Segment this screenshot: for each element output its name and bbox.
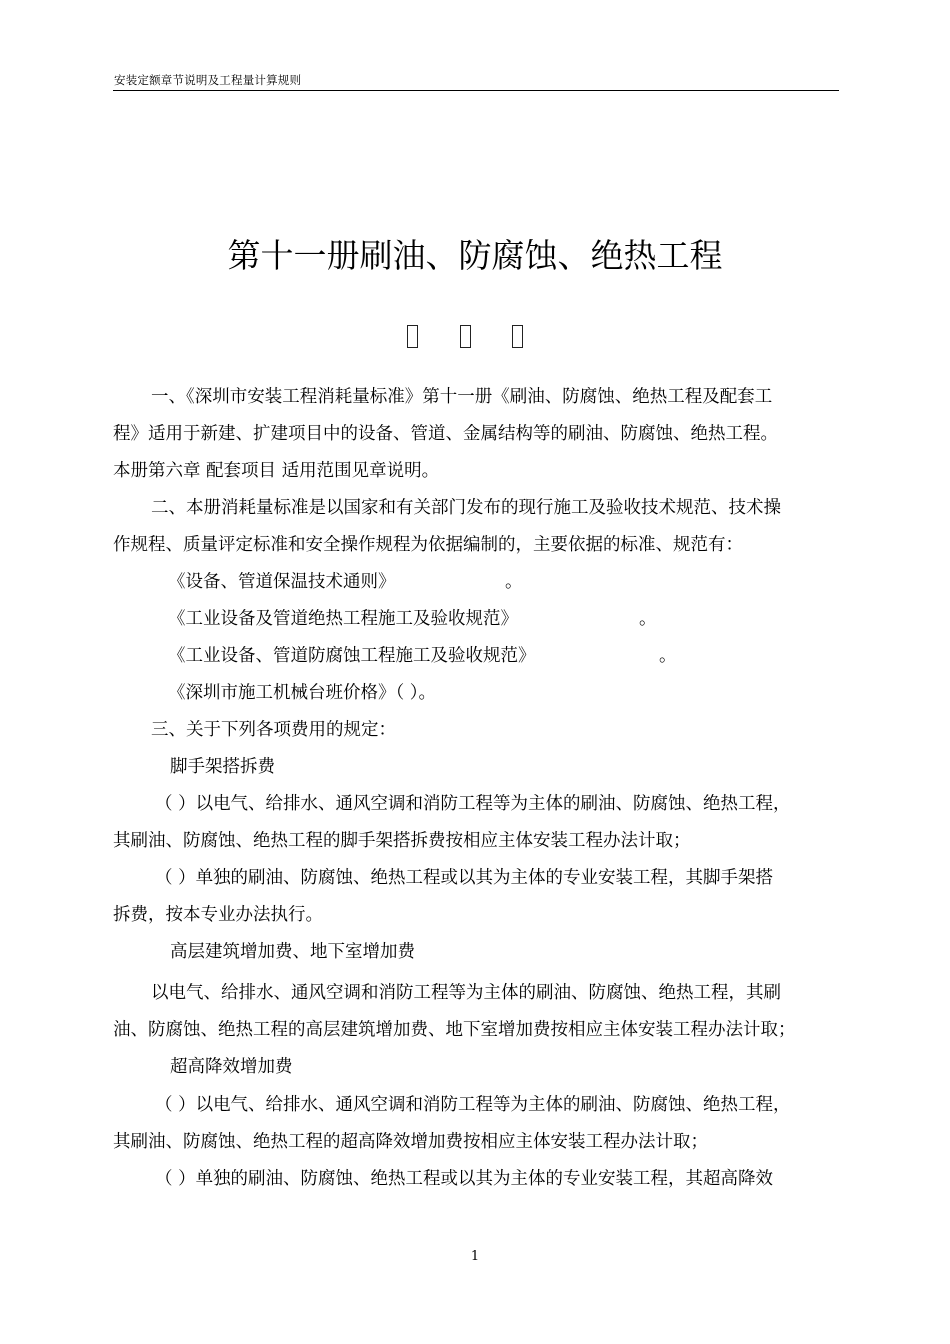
paragraph-3: 三、关于下列各项费用的规定： (151, 720, 396, 740)
missing-glyph-icon (460, 325, 471, 348)
section-heading (396, 325, 536, 355)
missing-glyph-icon (407, 325, 418, 348)
overheight-item-2-line-1: （ ）单独的刷油、防腐蚀、绝热工程或以其为主体的专业安装工程，其超高降效 (155, 1169, 774, 1189)
overheight-item-1-line-1: （ ）以电气、给排水、通风空调和消防工程等为主体的刷油、防腐蚀、绝热工程， (155, 1095, 791, 1115)
paragraph-2-line-2: 作规程、质量评定标准和安全操作规程为依据编制的，主要依据的标准、规范有： (113, 535, 743, 555)
header-text: 安装定额章节说明及工程量计算规则 (114, 73, 302, 87)
spec-item: 《工业设备及管道绝热工程施工及验收规范》 (168, 609, 518, 629)
page-number: 1 (470, 1249, 480, 1264)
scaffold-item-2-line-1: （ ）单独的刷油、防腐蚀、绝热工程或以其为主体的专业安装工程，其脚手架搭 (155, 868, 774, 888)
paragraph-1-line-3: 本册第六章 配套项目 适用范围见章说明。 (113, 461, 440, 481)
page-header (113, 73, 839, 91)
scaffold-item-1-line-2: 其刷油、防腐蚀、绝热工程的脚手架搭拆费按相应主体安装工程办法计取； (113, 831, 691, 851)
spec-item: 《深圳市施工机械台班价格》（ ）。 (168, 683, 437, 703)
spec-item-end: 。 (659, 646, 677, 666)
subheading-overheight: 超高降效增加费 (170, 1057, 293, 1077)
document-title: 第十一册刷油、防腐蚀、绝热工程 (227, 236, 723, 275)
spec-item-end: 。 (505, 572, 523, 592)
spec-item: 《工业设备、管道防腐蚀工程施工及验收规范》 (168, 646, 536, 666)
scaffold-item-2-line-2: 拆费，按本专业办法执行。 (113, 905, 323, 925)
subheading-highrise: 高层建筑增加费、地下室增加费 (170, 942, 415, 962)
spec-item: 《设备、管道保温技术通则》 (168, 572, 396, 592)
paragraph-1-line-1: 一、《深圳市安装工程消耗量标准》第十一册《刷油、防腐蚀、绝热工程及配套工 (151, 387, 773, 407)
missing-glyph-icon (512, 325, 523, 348)
scaffold-item-1-line-1: （ ）以电气、给排水、通风空调和消防工程等为主体的刷油、防腐蚀、绝热工程， (155, 794, 791, 814)
spec-item-end: 。 (639, 609, 657, 629)
paragraph-2-line-1: 二、本册消耗量标准是以国家和有关部门发布的现行施工及验收技术规范、技术操 (151, 498, 781, 518)
highrise-line-2: 油、防腐蚀、绝热工程的高层建筑增加费、地下室增加费按相应主体安装工程办法计取； (113, 1020, 796, 1040)
overheight-item-1-line-2: 其刷油、防腐蚀、绝热工程的超高降效增加费按相应主体安装工程办法计取； (113, 1132, 708, 1152)
paragraph-1-line-2: 程》适用于新建、扩建项目中的设备、管道、金属结构等的刷油、防腐蚀、绝热工程。 (113, 424, 778, 444)
subheading-scaffold: 脚手架搭拆费 (170, 757, 275, 777)
highrise-line-1: 以电气、给排水、通风空调和消防工程等为主体的刷油、防腐蚀、绝热工程，其刷 (151, 983, 781, 1003)
